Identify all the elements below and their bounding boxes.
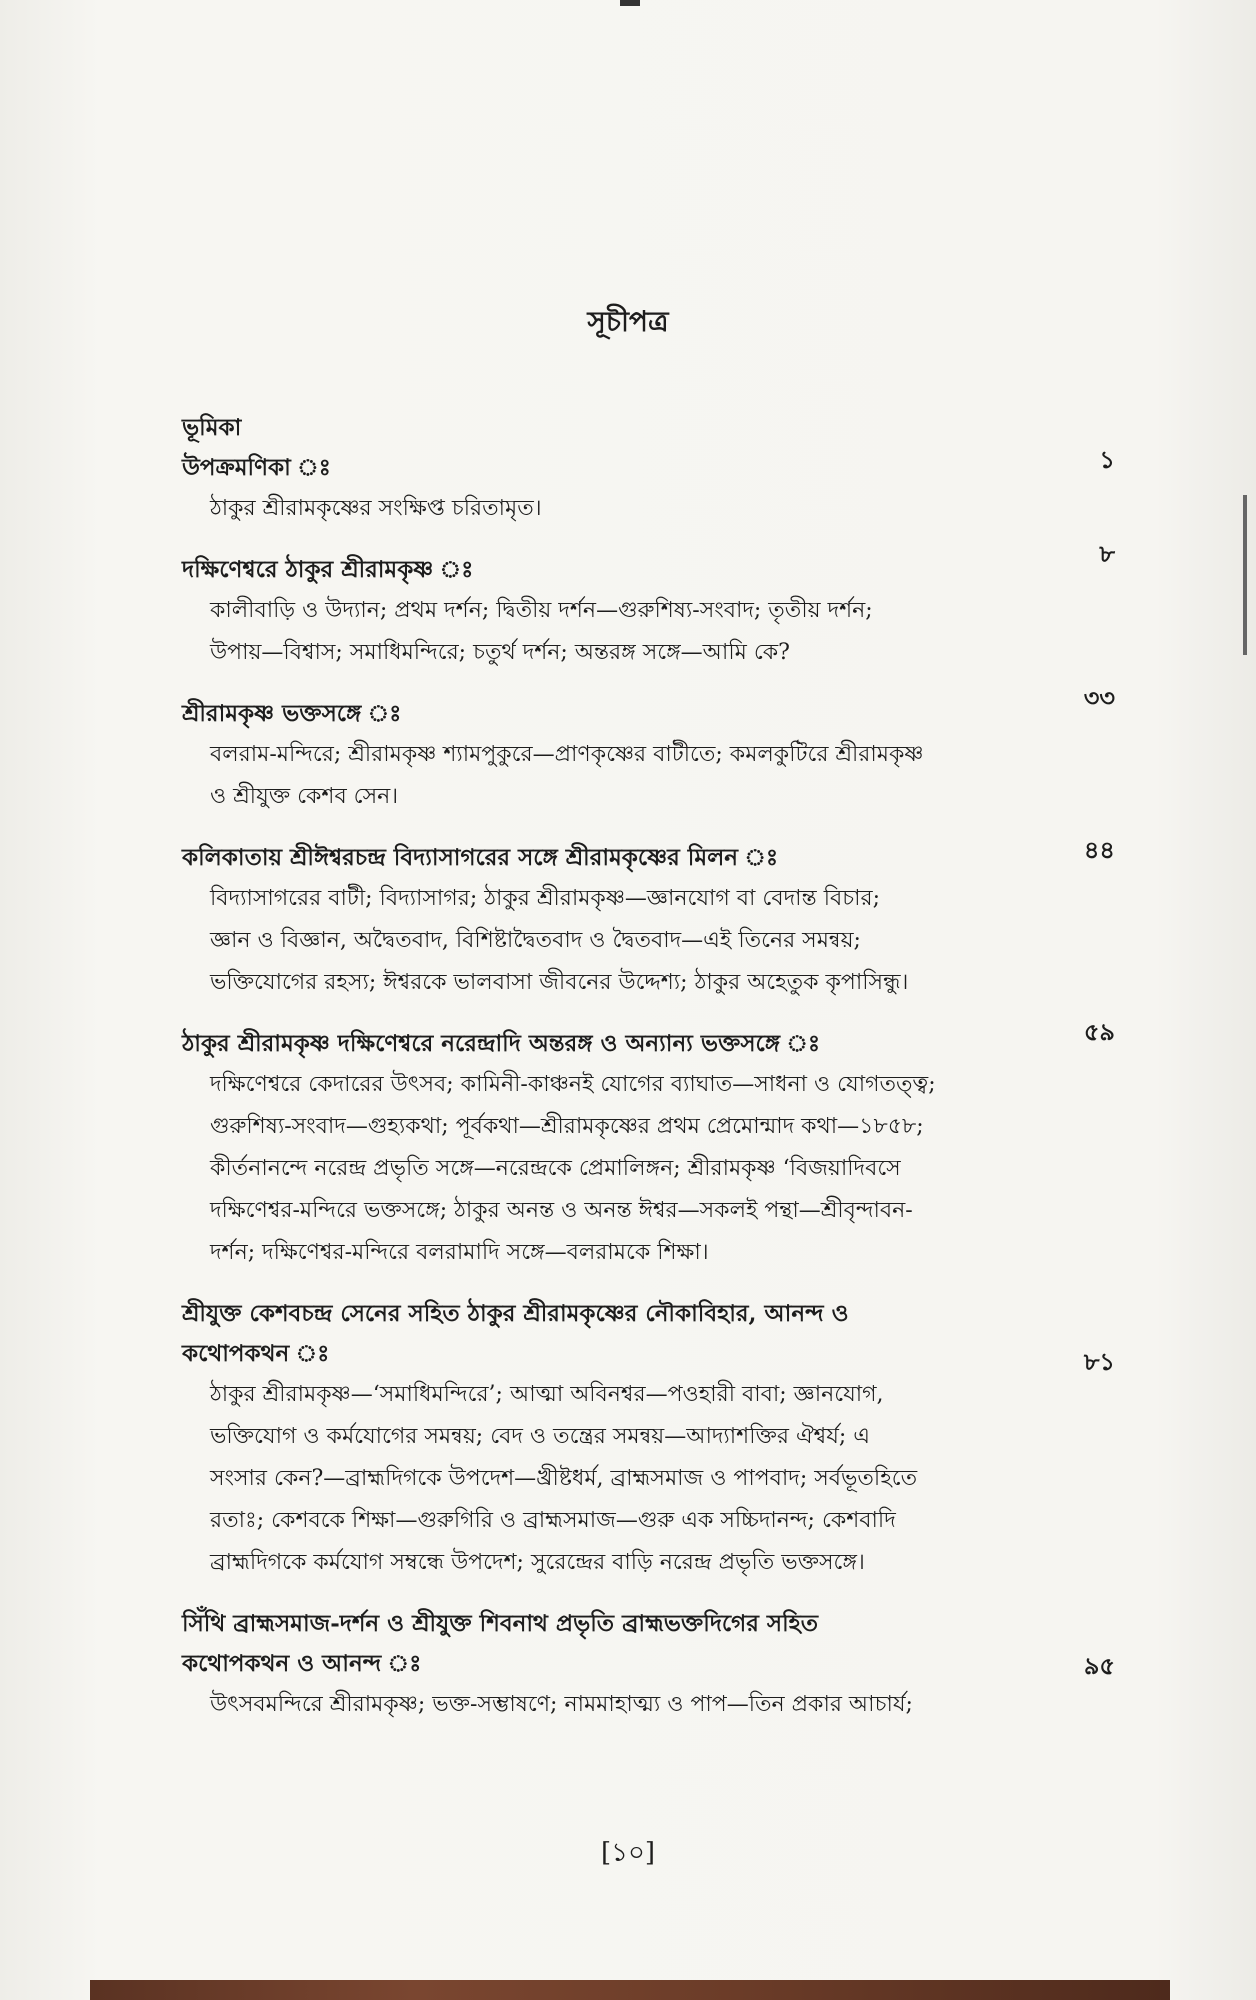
toc-entry bbox=[182, 1604, 1115, 1726]
page-edge-mark bbox=[1243, 495, 1247, 655]
toc-page-number: ৮ bbox=[1099, 539, 1115, 568]
toc-heading: উপক্রমণিকা ঃ bbox=[182, 454, 331, 481]
toc-description bbox=[182, 734, 1097, 818]
toc-entry bbox=[182, 408, 1097, 448]
toc-description bbox=[182, 878, 1097, 1004]
book-cover-edge bbox=[90, 1980, 1170, 2000]
page-title: সূচীপত্র bbox=[587, 305, 669, 338]
toc-line: কীর্তনানন্দে নরেন্দ্র প্রভৃতি সঙ্গে—নরেন্দ্রকে প্রেমালিঙ্গন; শ্রীরামকৃষ্ণ ‘বিজয়াদিবসে bbox=[210, 1156, 901, 1181]
toc-heading: ঠাকুর শ্রীরামকৃষ্ণ দক্ষিণেশ্বরে নরেন্দ্রাদি অন্তরঙ্গ ও অন্যান্য ভক্তসঙ্গে ঃ bbox=[182, 1030, 821, 1057]
toc-line: গুরুশিষ্য-সংবাদ—গুহ্যকথা; পূর্বকথা—শ্রীরামকৃষ্ণের প্রথম প্রেমোন্মাদ কথা—১৮৫৮; bbox=[210, 1114, 924, 1139]
toc-heading-continued: কথোপকথন ও আনন্দ ঃ bbox=[182, 1650, 422, 1677]
toc-line: ভক্তিযোগের রহস্য; ঈশ্বরকে ভালবাসা জীবনের উদ্দেশ্য; ঠাকুর অহেতুক কৃপাসিন্ধু। bbox=[210, 970, 909, 995]
toc-heading: কলিকাতায় শ্রীঈশ্বরচন্দ্র বিদ্যাসাগরের সঙ্গে শ্রীরামকৃষ্ণের মিলন ঃ bbox=[182, 844, 779, 871]
toc-line: ঠাকুর শ্রীরামকৃষ্ণের সংক্ষিপ্ত চরিতামৃত। bbox=[210, 496, 542, 521]
toc-page-number: ১ bbox=[1099, 445, 1115, 474]
toc-description bbox=[182, 488, 1097, 530]
toc-heading: শ্রীরামকৃষ্ণ ভক্তসঙ্গে ঃ bbox=[182, 700, 402, 727]
toc-page-number: ৪৪ bbox=[1083, 835, 1115, 864]
toc-description bbox=[182, 1684, 1097, 1726]
toc-line: ও শ্রীযুক্ত কেশব সেন। bbox=[210, 784, 399, 809]
toc-heading: সিঁথি ব্রাহ্মসমাজ-দর্শন ও শ্রীযুক্ত শিবনাথ প্রভৃতি ব্রাহ্মভক্তদিগের সহিত bbox=[182, 1610, 819, 1637]
toc-page-number: ৫৯ bbox=[1083, 1017, 1115, 1046]
toc-line: উৎসবমন্দিরে শ্রীরামকৃষ্ণ; ভক্ত-সম্ভাষণে; নামমাহাত্ম্য ও পাপ—তিন প্রকার আচার্য; bbox=[210, 1692, 913, 1717]
toc-heading: শ্রীযুক্ত কেশবচন্দ্র সেনের সহিত ঠাকুর শ্রীরামকৃষ্ণের নৌকাবিহার, আনন্দ ও bbox=[182, 1300, 849, 1327]
toc-entry bbox=[182, 683, 1115, 818]
toc-line: রতাঃ; কেশবকে শিক্ষা—গুরুগিরি ও ব্রাহ্মসমাজ—গুরু এক সচ্চিদানন্দ; কেশবাদি bbox=[210, 1508, 896, 1533]
toc-heading-continued: কথোপকথন ঃ bbox=[182, 1340, 330, 1367]
toc-line: সংসার কেন?—ব্রাহ্মদিগকে উপদেশ—খ্রীষ্টধর্ম, ব্রাহ্মসমাজ ও পাপবাদ; সর্বভূতহিতে bbox=[210, 1466, 918, 1491]
toc-line: দক্ষিণেশ্বরে কেদারের উৎসব; কামিনী-কাঞ্চনই যোগের ব্যাঘাত—সাধনা ও যোগতত্ত্ব; bbox=[210, 1072, 936, 1097]
toc-line: ভক্তিযোগ ও কর্মযোগের সমন্বয়; বেদ ও তন্ত্রের সমন্বয়—আদ্যাশক্তির ঐশ্বর্য; এ bbox=[210, 1424, 871, 1449]
toc-line: দক্ষিণেশ্বর-মন্দিরে ভক্তসঙ্গে; ঠাকুর অনন্ত ও অনন্ত ঈশ্বর—সকলই পন্থা—শ্রীবৃন্দাবন- bbox=[210, 1198, 913, 1223]
toc-description bbox=[182, 1374, 1097, 1584]
toc-line: জ্ঞান ও বিজ্ঞান, অদ্বৈতবাদ, বিশিষ্টাদ্বৈতবাদ ও দ্বৈতবাদ—এই তিনের সমন্বয়; bbox=[210, 928, 861, 953]
toc-entry bbox=[182, 835, 1115, 1004]
toc-page-number: ৯৫ bbox=[1083, 1651, 1115, 1680]
toc-entry bbox=[182, 1294, 1115, 1584]
top-print-mark bbox=[620, 0, 640, 6]
toc-line: বিদ্যাসাগরের বাটী; বিদ্যাসাগর; ঠাকুর শ্রীরামকৃষ্ণ—জ্ঞানযোগ বা বেদান্ত বিচার; bbox=[210, 886, 880, 911]
toc-entry bbox=[182, 1017, 1115, 1274]
toc-line: কালীবাড়ি ও উদ্যান; প্রথম দর্শন; দ্বিতীয় দর্শন—গুরুশিষ্য-সংবাদ; তৃতীয় দর্শন; bbox=[210, 598, 873, 623]
toc-line: দর্শন; দক্ষিণেশ্বর-মন্দিরে বলরামাদি সঙ্গে—বলরামকে শিক্ষা। bbox=[210, 1240, 709, 1265]
toc-list bbox=[182, 408, 1115, 1746]
toc-page-number: ৩৩ bbox=[1083, 683, 1115, 712]
toc-description bbox=[182, 590, 1097, 674]
toc-line: বলরাম-মন্দিরে; শ্রীরামকৃষ্ণ শ্যামপুকুরে—প্রাণকৃষ্ণের বাটীতে; কমলকুটিরে শ্রীরামকৃষ্ণ bbox=[210, 742, 924, 767]
toc-line: ব্রাহ্মদিগকে কর্মযোগ সম্বন্ধে উপদেশ; সুরেন্দ্রের বাড়ি নরেন্দ্র প্রভৃতি ভক্তসঙ্গে। bbox=[210, 1550, 865, 1575]
toc-entry bbox=[182, 539, 1115, 674]
toc-description bbox=[182, 1064, 1097, 1274]
toc-page-number: ৮১ bbox=[1083, 1347, 1115, 1376]
toc-entry bbox=[182, 445, 1115, 530]
toc-heading: ভূমিকা bbox=[182, 414, 242, 441]
toc-line: উপায়—বিশ্বাস; সমাধিমন্দিরে; চতুর্থ দর্শন; অন্তরঙ্গ সঙ্গে—আমি কে? bbox=[210, 640, 790, 665]
toc-heading: দক্ষিণেশ্বরে ঠাকুর শ্রীরামকৃষ্ণ ঃ bbox=[182, 556, 474, 583]
page-number-footer: [১০] bbox=[600, 1838, 656, 1868]
toc-line: ঠাকুর শ্রীরামকৃষ্ণ—‘সমাধিমন্দিরে’; আত্মা অবিনশ্বর—পওহারী বাবা; জ্ঞানযোগ, bbox=[210, 1382, 884, 1407]
